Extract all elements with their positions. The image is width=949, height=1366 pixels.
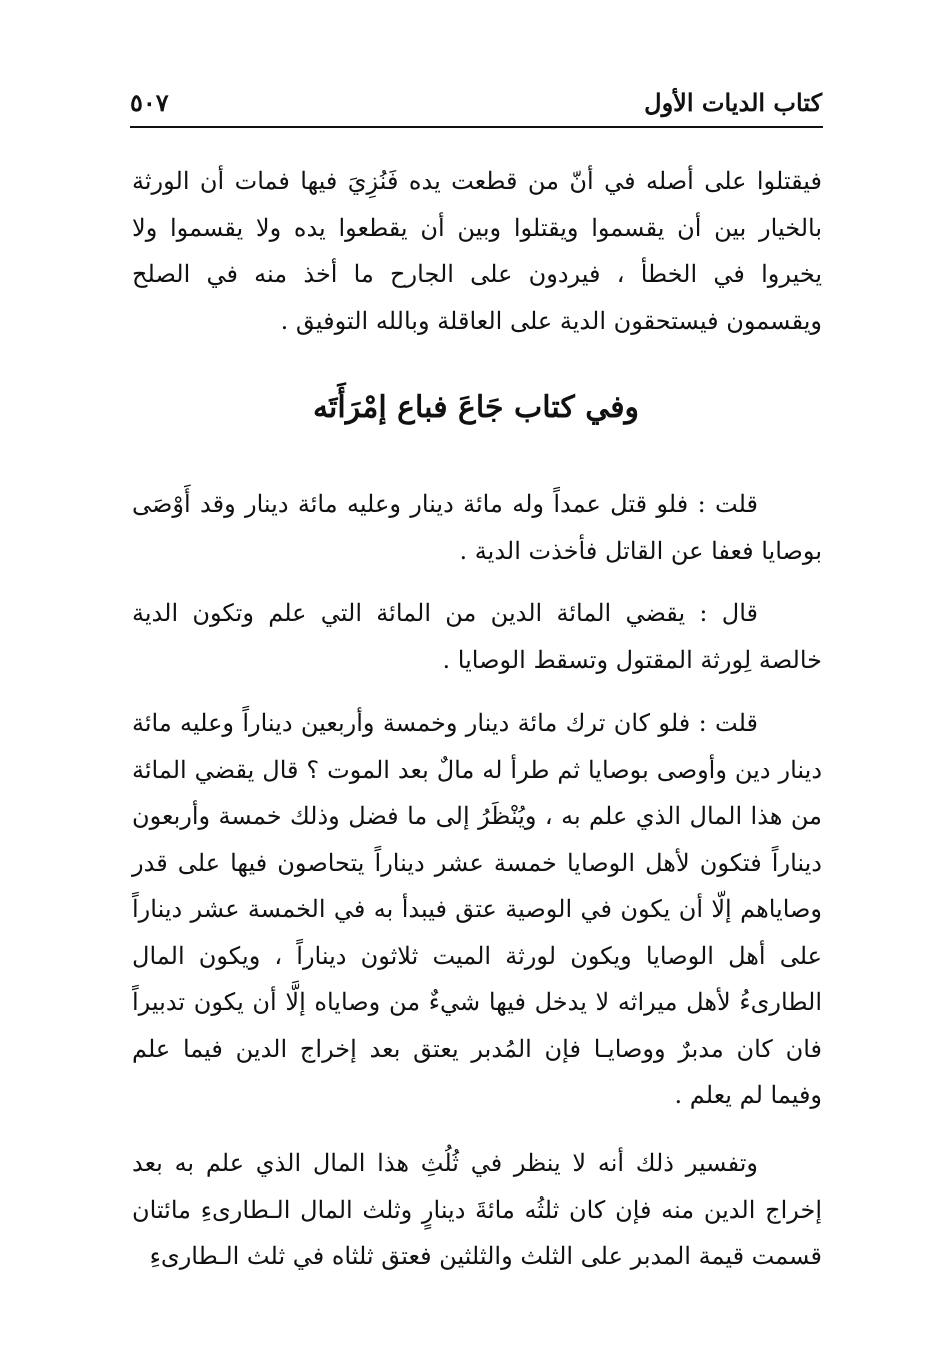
paragraph-question-2: قلت : فلو كان ترك مائة دينار وخمسة وأربعين ديناراً وعليه مائة دينار دين وأوصى بوصايا ثم طرأ له مالٌ بعد الموت ؟ قال يقضي المائة من هذا المال الذي علم به ، ويُنْظَرُ إلى ما فضل وذلك خمسة وأربعون ديناراً فتكون لأهل الوصايا خمسة عشر ديناراً يتحاصون فيها على قدر وصاياهم إلّا أن يكون في الوصية عتق فيبدأ به في الخمسة عشر ديناراً على أهل الوصايا ويكون لورثة الميت ثلاثون ديناراً ، ويكون المال الطارىءُ لأهل ميراثه لا يدخل فيها شيءٌ من وصاياه إلَّا أن يكون تدبيراً فان كان مدبرٌ ووصايـا فإن المُدبر يعتق بعد إخراج الدين فيما علم وفيما لم يعلم . — [132, 709, 823, 1109]
paragraph-explanation: وتفسير ذلك أنه لا ينظر في ثُلُثِ هذا المال الذي علم به بعد إخراج الدين منه فإن كان ثلثُه مائةَ دينارٍ وثلث المال الـطارىءِ مائتان قسمت قيمة المدبر على الثلث والثلثين فعتق ثلثاه في ثلث الـطارىءِ — [132, 1149, 822, 1270]
section-heading: وفي كتاب جَاعَ فباع إمْرَأَتَه — [312, 390, 640, 425]
paragraph-answer-1: قال : يقضي المائة الدين من المائة التي علم وتكون الدية خالصة لِورثة المقتول وتسقط الوصايا . — [132, 599, 822, 674]
paragraph-question-1: قلت : فلو قتل عمداً وله مائة دينار وعليه مائة دينار وقد أَوْصَى بوصايا فعفا عن القاتل فأخذت الدية . — [132, 490, 822, 565]
page-header — [130, 86, 822, 124]
running-title: كتاب الديات الأول — [644, 88, 822, 117]
header-divider — [130, 126, 823, 128]
paragraph-continuation: فيقتلوا على أصله في أنّ من قطعت يده فَنُزِيَ فيها فمات أن الورثة بالخيار بين أن يقسموا ويقتلوا وبين أن يقطعوا يده ولا يقسموا ولا يخيروا في الخطأ ، فيردون على الجارح ما أخذ منه في الصلح ويقسمون فيستحقون الدية على العاقلة وبالله التوفيق . — [132, 167, 822, 335]
page-number: ٥٠٧ — [130, 88, 169, 117]
